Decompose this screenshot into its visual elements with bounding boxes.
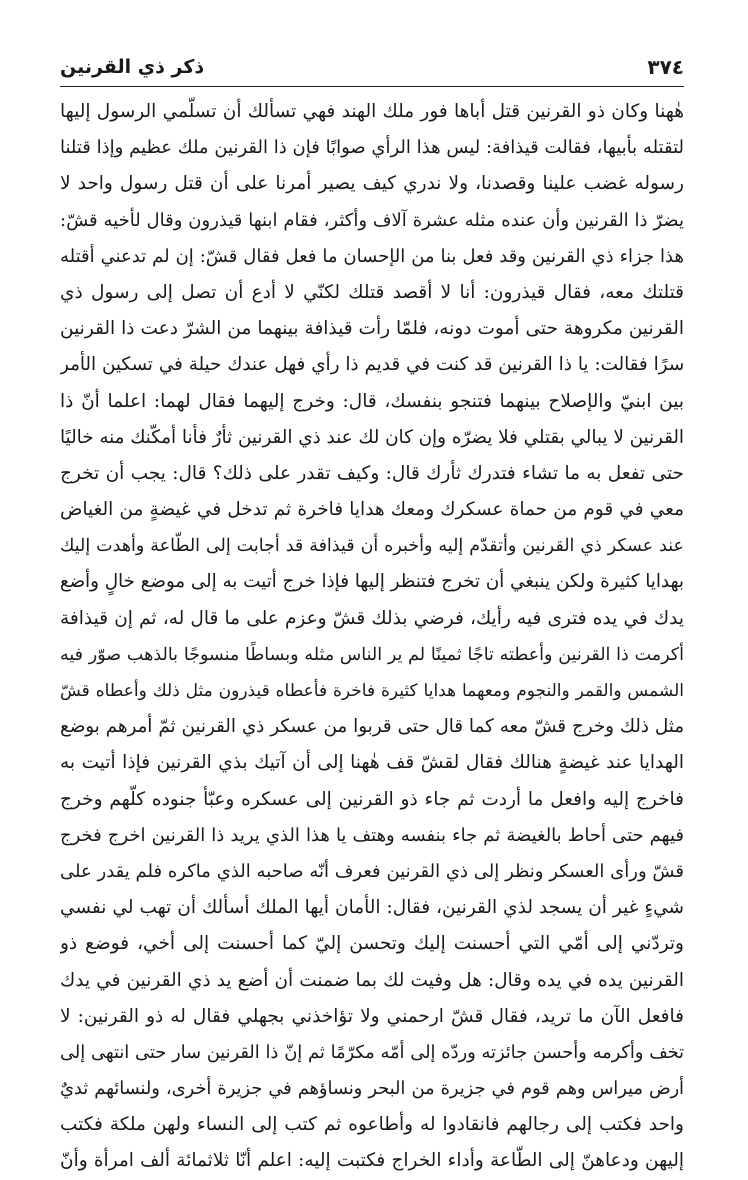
text-line: إليهن ودعاهنّ إلى الطّاعة وأداء الخراج فكتبت إليه: اعلم أنّا ثلاثمائة ألف امرأة وأنّ [60, 1150, 684, 1172]
text-line: الهدايا عند غيضةٍ هنالك فقال لقشّ قف هٰهنا إلى أن آتيك بذي القرنين فإذا أتيت به [60, 752, 684, 774]
text-line: فيهم حتى أحاط بالغيضة ثم جاء بنفسه وهتف يا هذا الذي يريد ذا القرنين اخرج فخرج [60, 824, 684, 846]
text-line: بهدايا كثيرة ولكن ينبغي أن تخرج فتنظر إليها فإذا خرج أتيت به إلى موضع خالٍ وأضع [60, 571, 684, 593]
text-line: معي في قوم من حماة عسكرك ومعك هدايا فاخرة ثم تدخل في غيضةٍ من الغياض [60, 499, 684, 521]
running-head [60, 52, 684, 82]
text-line: يدك في يده فترى فيه رأيك، فرضي بذلك قشّ وعزم على ما قال له، ثم إن قيذافة [60, 607, 684, 629]
text-line: الشمس والقمر والنجوم ومعهما هدايا كثيرة فاخرة فأعطاه قيذرون مثل ذلك وأعطاه قشّ [60, 681, 684, 701]
text-line: شيءٍ غير أن يسجد لذي القرنين، فقال: الأمان أيها الملك أسألك أن تهب لي نفسي [60, 897, 684, 919]
text-line: سرًا فقالت: يا ذا القرنين قد كنت في قديم ذا رأي فهل عندك حيلة في تسكين الأمر [60, 354, 684, 376]
text-line: رسوله غضب علينا وقصدنا، ولا ندري كيف يصير أمرنا على أن قتل رسول واحد لا [60, 173, 684, 195]
text-line: القرنين يده في يده وقال: هل وفيت لك بما ضمنت أن أضع يد ذي القرنين في يدك [60, 969, 684, 991]
text-line: فافعل الآن ما تريد، فقال قشّ ارحمني ولا تؤاخذني بجهلي فقال له ذو القرنين: لا [60, 1005, 684, 1027]
text-line: هٰهنا وكان ذو القرنين قتل أباها فور ملك الهند فهي تسألك أن تسلّمي الرسول إليها [60, 101, 684, 122]
chapter-title: ذكر ذي القرنين [60, 56, 205, 78]
text-line: قتلتك معه، فقال قيذرون: أنا لا أقصد قتلك لكنّي لا أدع أن تصل إلى رسول ذي [60, 281, 684, 303]
text-line: وتردّني إلى أمّي التي أحسنت إليك وتحسن إليّ كما أحسنت إلى أخي، فوضع ذو [60, 933, 684, 955]
header-rule [60, 86, 684, 87]
page-number: ٣٧٤ [647, 55, 684, 79]
text-line: تخف وأكرمه وأحسن جائزته وردّه إلى أمّه مكرّمًا ثم إنّ ذا القرنين سار حتى انتهى إلى [60, 1042, 684, 1063]
text-line: هذا جزاء ذي القرنين وقد فعل بنا من الإحسان ما فعل فقال قشّ: إن لم تدعني أقتله [60, 245, 684, 267]
text-line: واحد فكتب إلى رجالهم فانقادوا له وأطاعوه ثم كتب إلى النساء ولهن ملكة فكتب [60, 1114, 684, 1136]
text-line: عند عسكر ذي القرنين وأتقدّم إليه وأخبره أن قيذافة قد أجابت إلى الطّاعة وأهدت إليك [60, 536, 684, 557]
text-line: بين ابنيّ والإصلاح بينهما فتنجو بنفسك، قال: وخرج إليهما فقال لهما: اعلما أنّ ذا [60, 390, 684, 412]
text-line: القرنين لا يبالي بقتلي فلا يضرّه وإن كان لك عند ذي القرنين ثأرٌ فأنا أمكّنك منه خاليًا [60, 426, 684, 448]
text-line: أرض ميراس وهم قوم في جزيرة من البحر ونساؤهم في جزيرة أخرى، ولنسائهم ثديٌ [60, 1079, 684, 1100]
text-line: فاخرج إليه وافعل ما أردت ثم جاء ذو القرنين إلى عسكره وعبّأ جنوده كلّهم وخرج [60, 788, 684, 810]
text-line: حتى تفعل به ما تشاء فتدرك ثأرك قال: وكيف تقدر على ذلك؟ قال: يجب أن تخرج [60, 462, 684, 484]
body-text [60, 94, 684, 1180]
text-line: يضرّ ذا القرنين وأن عنده مثله عشرة آلاف وأكثر، فقام ابنها قيذرون وقال لأخيه قشّ: [60, 209, 684, 231]
text-line: مثل ذلك وخرج قشّ معه كما قال حتى قربوا من عسكر ذي القرنين ثمّ أمرهم بوضع [60, 716, 684, 738]
text-line: أكرمت ذا القرنين وأعطته تاجًا ثمينًا لم ير الناس مثله وبساطًا منسوجًا بالذهب صوّر فيه [60, 644, 684, 665]
text-line: القرنين مكروهة حتى أموت دونه، فلمّا رأت قيذافة بينهما من الشرّ دعت ذا القرنين [60, 318, 684, 340]
text-line: لتقتله بأبيها، فقالت قيذافة: ليس هذا الرأي صوابًا فإن ذا القرنين ملك عظيم وإذا قتلنا [60, 137, 684, 159]
text-line: قشّ ورأى العسكر ونظر إلى ذي القرنين فعرف أنّه صاحبه الذي ماكره فلم يقدر على [60, 860, 684, 882]
